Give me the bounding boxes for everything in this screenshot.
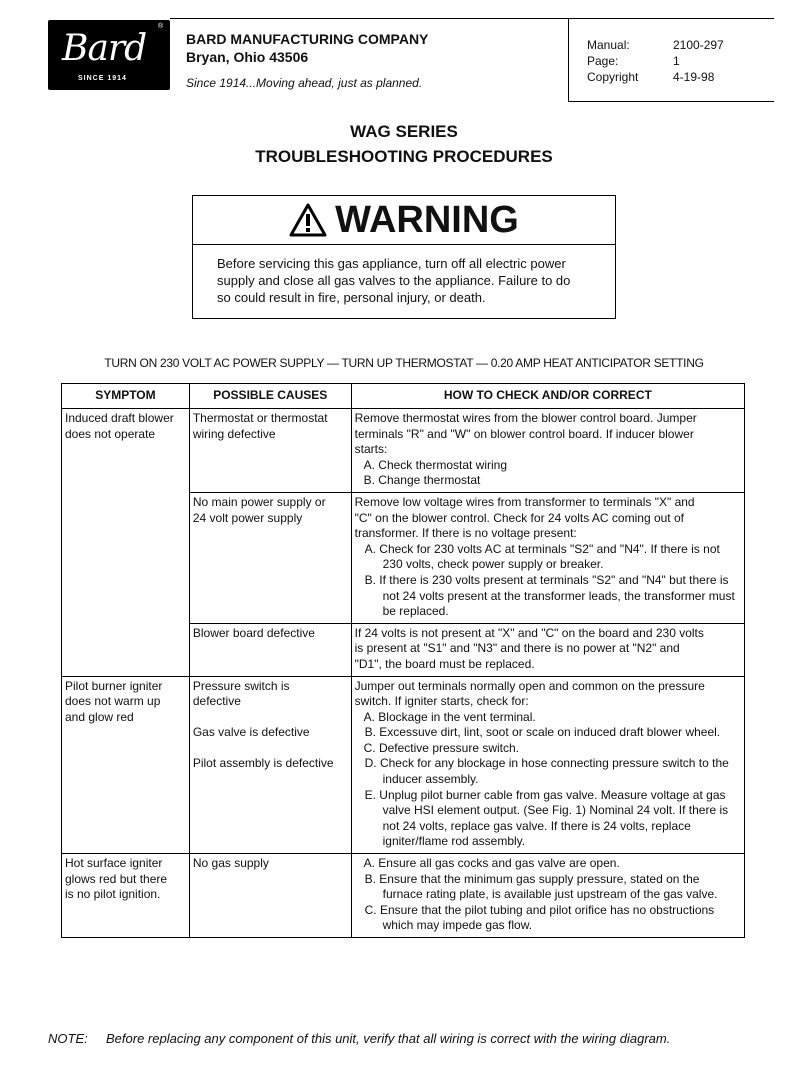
symptom-line: Induced draft blower: [65, 411, 174, 425]
cause-cell: [189, 854, 351, 938]
warning-triangle-icon: [289, 202, 327, 238]
bard-logo: [48, 20, 170, 90]
check-line: transformer. If there is no voltage present:: [354, 526, 577, 541]
check-line: "C" on the blower control. Check for 24 volts AC coming out of: [354, 510, 684, 525]
note-text: Before replacing any component of this unit, verify that all wiring is correct with the wiring diagram.: [106, 1031, 671, 1046]
symptom-line: Pilot burner igniter: [65, 678, 163, 693]
check-line: starts:: [354, 442, 388, 457]
table-row: [62, 854, 745, 938]
cause-spacer: [193, 741, 348, 757]
title-series: WAG SERIES: [350, 122, 458, 141]
table-row: [62, 676, 745, 854]
check-line: Jumper out terminals normally open and common on the pressure: [354, 678, 705, 693]
cause-cell: [189, 623, 351, 676]
warning-heading: WARNING: [335, 198, 519, 241]
header-possible-causes: POSSIBLE CAUSES: [189, 384, 351, 409]
symptom-line: Hot surface igniter: [65, 856, 163, 871]
check-line: switch. If igniter starts, check for:: [354, 694, 529, 709]
check-line: terminals "R" and "W" on blower control board. If inducer blower: [354, 426, 694, 441]
footer-note: [48, 1031, 768, 1046]
meta-label: Copyright: [587, 70, 639, 84]
check-step: B. If there is 230 volts present at terminals "S2" and "N4" but there is not 24 volts present at the transformer leads, the transformer must be replaced.: [364, 572, 735, 619]
check-line: If 24 volts is not present at "X" and "C" on the board and 230 volts: [354, 625, 704, 640]
meta-value: 2100-297: [673, 38, 724, 52]
manual-meta-box: [568, 18, 774, 102]
power-supply-instruction: TURN ON 230 VOLT AC POWER SUPPLY — TURN UP THERMOSTAT — 0.20 AMP HEAT ANTICIPATOR SETTING: [104, 356, 704, 370]
symptom-line: and glow red: [65, 709, 134, 724]
check-step: A. Ensure all gas cocks and gas valve are open.: [363, 856, 620, 871]
cause-cell: [189, 409, 351, 493]
check-cell: [351, 623, 744, 676]
page-header: [48, 18, 774, 102]
table-row: [62, 409, 745, 493]
warning-box: [192, 195, 616, 319]
cause-line: No main power supply or: [192, 494, 326, 509]
meta-label: Page:: [587, 54, 619, 68]
company-name: BARD MANUFACTURING COMPANY: [186, 31, 429, 47]
check-step: D. Check for any blockage in hose connecting pressure switch to the inducer assembly.: [364, 756, 729, 787]
symptom-line: glows red but there: [65, 871, 168, 886]
check-line: Remove thermostat wires from the blower control board. Jumper: [354, 411, 697, 425]
meta-label: Manual:: [587, 38, 630, 52]
check-step: A. Check for 230 volts AC at terminals "S2" and "N4". If there is not 230 volts, check power supply or breaker.: [364, 541, 720, 572]
logo-since-text: SINCE 1914: [78, 75, 127, 82]
meta-value: 4-19-98: [673, 70, 715, 84]
meta-row-copyright: [587, 70, 767, 84]
table-header-row: [62, 384, 745, 409]
logo-registered-mark: ®: [158, 23, 164, 30]
check-step: A. Check thermostat wiring: [363, 457, 508, 472]
header-how-to-check: HOW TO CHECK AND/OR CORRECT: [351, 384, 744, 409]
warning-text: [193, 245, 615, 306]
check-cell: [351, 492, 744, 623]
warning-line: so could result in fire, personal injury, or death.: [217, 290, 486, 305]
cause-line: Gas valve is defective: [192, 725, 310, 740]
check-step: B. Ensure that the minimum gas supply pressure, stated on the furnace rating plate, is available just upstream of the gas valve.: [364, 871, 718, 902]
cause-line: No gas supply: [192, 856, 269, 871]
symptom-cell: [62, 409, 190, 677]
warning-line: supply and close all gas valves to the appliance. Failure to do: [217, 273, 571, 288]
cause-line: defective: [192, 694, 241, 709]
cause-cell: [189, 492, 351, 623]
company-slogan: Since 1914...Moving ahead, just as planned.: [186, 76, 423, 90]
symptom-line: does not warm up: [65, 694, 161, 709]
symptom-line: is no pilot ignition.: [65, 887, 161, 902]
check-cell: [351, 409, 744, 493]
troubleshooting-table: [61, 383, 745, 938]
check-cell: [351, 854, 744, 938]
check-line: "D1", the board must be replaced.: [354, 656, 535, 671]
note-label: NOTE:: [48, 1031, 88, 1046]
check-step: A. Blockage in the vent terminal.: [363, 709, 536, 724]
check-cell: [351, 676, 744, 854]
header-symptom: SYMPTOM: [62, 384, 190, 409]
check-line: Remove low voltage wires from transformer to terminals "X" and: [354, 494, 695, 509]
logo-script-text: Bard: [62, 28, 147, 69]
cause-line: Pressure switch is: [192, 678, 290, 693]
cause-line: 24 volt power supply: [192, 510, 303, 525]
company-city: Bryan, Ohio 43506: [186, 49, 309, 65]
cause-line: wiring defective: [192, 426, 276, 441]
check-step: C. Defective pressure switch.: [363, 740, 520, 755]
symptom-cell: [62, 854, 190, 938]
check-step: E. Unplug pilot burner cable from gas valve. Measure voltage at gas valve HSI element output. (See Fig. 1) Nominal 24 volt. If there is not 24 volts, replace gas valve. If there is 24 volts, replace igniter/flame rod assembly.: [364, 787, 729, 849]
meta-value: 1: [673, 54, 680, 68]
check-line: is present at "S1" and "N3" and there is no power at "N2" and: [354, 641, 680, 656]
cause-line: Blower board defective: [192, 625, 315, 640]
symptom-cell: [62, 676, 190, 854]
warning-line: Before servicing this gas appliance, turn off all electric power: [217, 256, 566, 271]
meta-row-page: [587, 54, 767, 68]
cause-line: Pilot assembly is defective: [192, 756, 334, 771]
cause-line: Thermostat or thermostat: [192, 411, 328, 425]
check-step: B. Excessuve dirt, lint, soot or scale on induced draft blower wheel.: [364, 725, 721, 740]
check-step: B. Change thermostat: [363, 473, 481, 488]
warning-header: [193, 196, 615, 245]
symptom-line: does not operate: [65, 426, 156, 441]
cause-spacer: [193, 710, 348, 726]
cause-cell: [189, 676, 351, 854]
check-step: C. Ensure that the pilot tubing and pilot orifice has no obstructions which may impede gas flow.: [364, 902, 715, 933]
meta-row-manual: [587, 38, 767, 52]
title-procedures: TROUBLESHOOTING PROCEDURES: [255, 147, 553, 166]
